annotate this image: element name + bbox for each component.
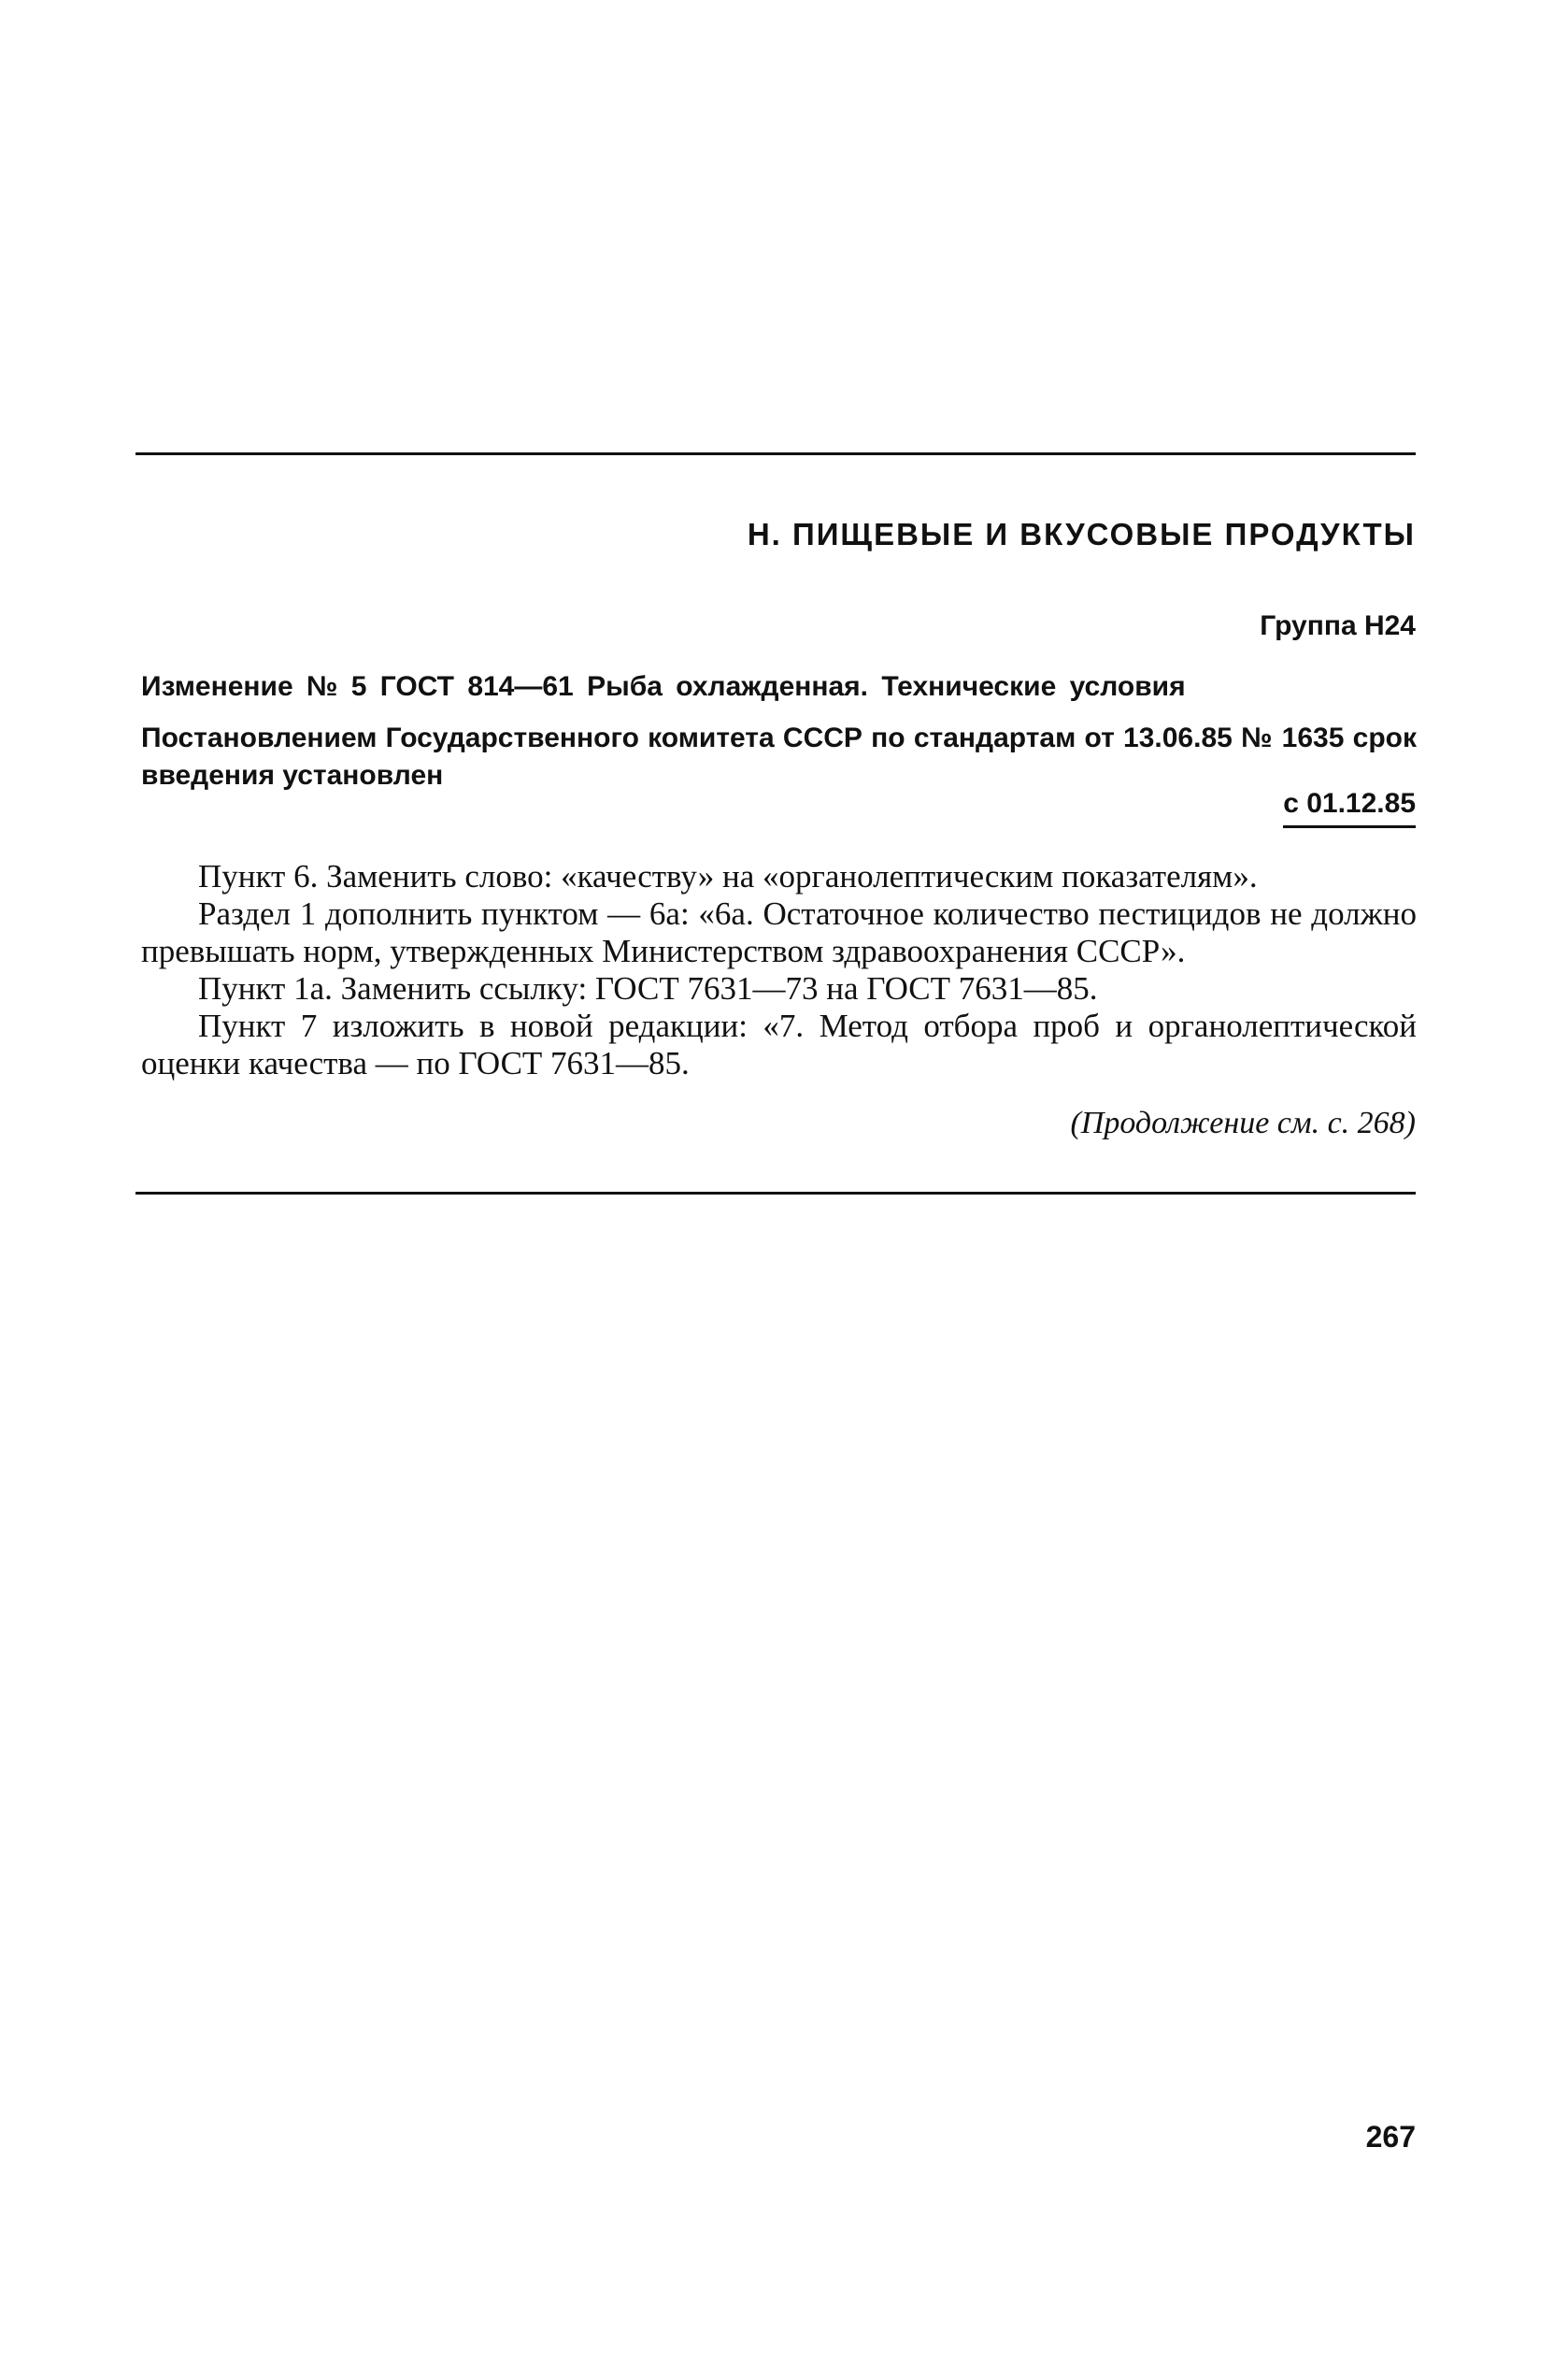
paragraph: Пункт 7 изложить в новой редакции: «7. Метод отбора проб и органолептической оценки качества — по ГОСТ 7631—85. [141, 1008, 1417, 1081]
resolution-text: Постановлением Государственного комитета СССР по стандартам от 13.06.85 № 1635 срок введения установлен [141, 723, 1417, 791]
body-text [141, 858, 1417, 1082]
paragraph: Пункт 1а. Заменить ссылку: ГОСТ 7631—73 на ГОСТ 7631—85. [198, 970, 1098, 1007]
top-rule [135, 452, 1416, 455]
section-title: Н. ПИЩЕВЫЕ И ВКУСОВЫЕ ПРОДУКТЫ [747, 517, 1416, 551]
continuation-note: (Продолжение см. с. 268) [1070, 1106, 1416, 1140]
paragraph: Раздел 1 дополнить пунктом — 6а: «6а. Остаточное количество пестицидов не должно превышать норм, утвержденных Министерством здравоохранения СССР». [141, 895, 1417, 969]
group-label: Группа Н24 [1260, 610, 1416, 641]
bottom-rule [135, 1192, 1416, 1195]
paragraph: Пункт 6. Заменить слово: «качеству» на «органолептическим показателям». [198, 858, 1258, 895]
effective-date: с 01.12.85 [1283, 788, 1416, 828]
change-title: Изменение № 5 ГОСТ 814—61 Рыба охлажденная. Технические условия [141, 671, 1186, 702]
page-number: 267 [1365, 2120, 1416, 2154]
